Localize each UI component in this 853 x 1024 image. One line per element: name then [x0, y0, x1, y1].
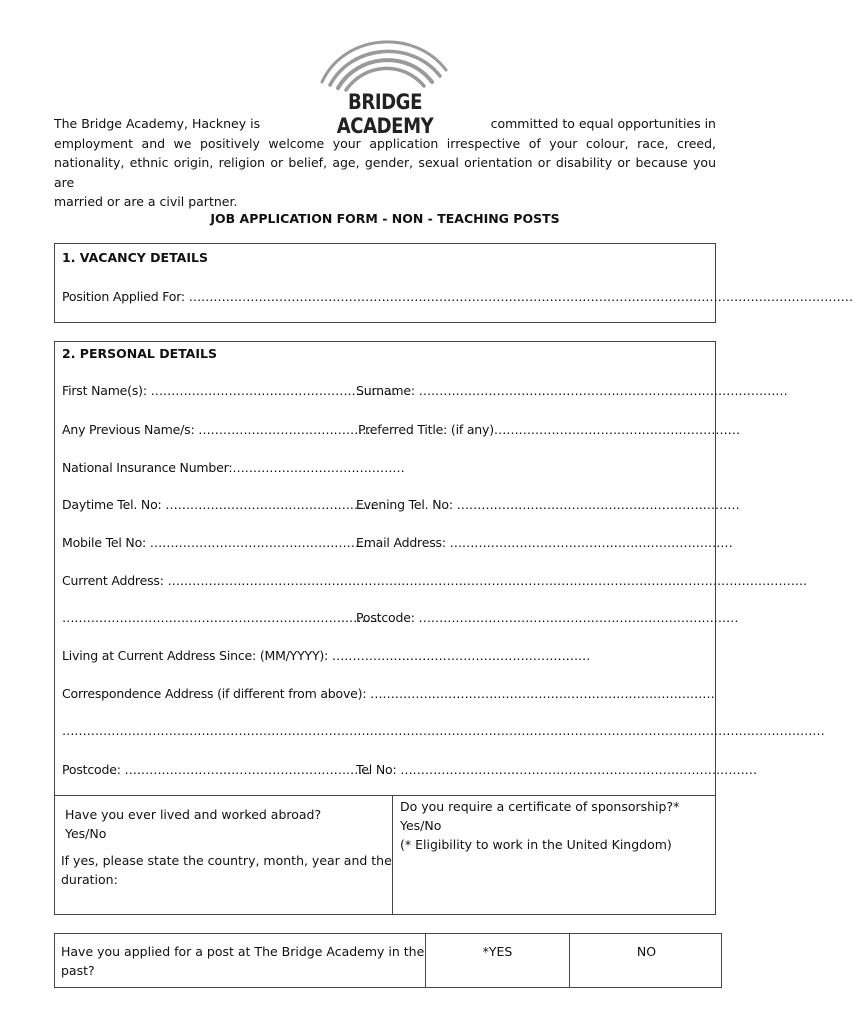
- surname-field[interactable]: Surname: ………………………………………………………………………………: [356, 383, 788, 398]
- first-name-field[interactable]: First Name(s): ……………………………………………………: [62, 383, 397, 398]
- logo-arcs-icon: [314, 30, 454, 92]
- correspondence-line2-field[interactable]: ……………………………………………………………………………………………………………………………………………………………………: [62, 723, 825, 738]
- logo-text: BRIDGE ACADEMY: [336, 90, 434, 138]
- vacancy-details-section: [54, 243, 853, 323]
- correspondence-address-field[interactable]: Correspondence Address (if different from above): …………………………………………………………………………: [62, 686, 715, 701]
- applied-before-table: [54, 933, 722, 988]
- sponsorship-yesno[interactable]: Yes/No: [400, 818, 442, 833]
- applied-before-question-line2: past?: [61, 963, 95, 978]
- abroad-yesno[interactable]: Yes/No: [65, 826, 107, 841]
- sponsorship-question: Do you require a certificate of sponsorship?*: [400, 799, 680, 814]
- correspondence-postcode-field[interactable]: Postcode: ……………………………………………………: [62, 762, 371, 777]
- intro-line3: nationality, ethnic origin, religion or belief, age, gender, sexual orientation or disability or because you are: [54, 155, 716, 190]
- intro-line1-left: The Bridge Academy, Hackney is: [54, 116, 261, 131]
- daytime-tel-field[interactable]: Daytime Tel. No: ……………………………………………: [62, 497, 375, 512]
- postcode-field[interactable]: Postcode: ……………………………………………………………………: [356, 610, 739, 625]
- position-applied-label: Position Applied For: ………………………………………………………………………………………………………………………………………………: [62, 289, 853, 304]
- mobile-tel-field[interactable]: Mobile Tel No: ………………………………………………: [62, 535, 372, 550]
- divider: [55, 795, 715, 796]
- form-title: JOB APPLICATION FORM - NON - TEACHING POSTS: [210, 211, 560, 226]
- abroad-if-yes: If yes, please state the country, month, year and the: [61, 853, 392, 868]
- email-field[interactable]: Email Address: ……………………………………………………………: [356, 535, 733, 550]
- divider: [392, 795, 393, 914]
- section-title-vacancy: 1. VACANCY DETAILS: [62, 250, 208, 265]
- evening-tel-field[interactable]: Evening Tel. No: ……………………………………………………………: [356, 497, 740, 512]
- sponsorship-note: (* Eligibility to work in the United Kingdom): [400, 837, 672, 852]
- living-since-field[interactable]: Living at Current Address Since: (MM/YYYY): ………………………………………………………: [62, 648, 591, 663]
- intro-line2: employment and we positively welcome your application irrespective of your colour, race, creed,: [54, 135, 716, 151]
- applied-yes-option[interactable]: *YES: [482, 944, 513, 959]
- personal-details-section: [54, 341, 825, 915]
- correspondence-tel-field[interactable]: Tel No: ……………………………………………………………………………: [356, 762, 757, 777]
- ni-number-field[interactable]: National Insurance Number:……………………………………: [62, 460, 405, 475]
- preferred-title-field[interactable]: Preferred Title: (if any)……………………………………………………: [358, 422, 740, 437]
- abroad-question: Have you ever lived and worked abroad?: [65, 807, 322, 822]
- abroad-duration[interactable]: duration:: [61, 872, 118, 887]
- section-title-personal: 2. PERSONAL DETAILS: [62, 346, 217, 361]
- intro-line4: married or are a civil partner.: [54, 194, 238, 209]
- academy-logo: [300, 30, 470, 138]
- intro-line1-right: committed to equal opportunities in: [490, 116, 716, 131]
- current-address-field[interactable]: Current Address: …………………………………………………………………………………………………………………………………………: [62, 573, 808, 588]
- address-line2-field[interactable]: ……………………………………………………………………: [62, 610, 382, 625]
- equal-opportunities-statement: [54, 114, 716, 212]
- applied-before-question-line1: Have you applied for a post at The Bridge Academy in the: [61, 944, 425, 959]
- previous-name-field[interactable]: Any Previous Name/s: ……………………………………: [62, 422, 371, 437]
- applied-no-option[interactable]: NO: [636, 944, 657, 959]
